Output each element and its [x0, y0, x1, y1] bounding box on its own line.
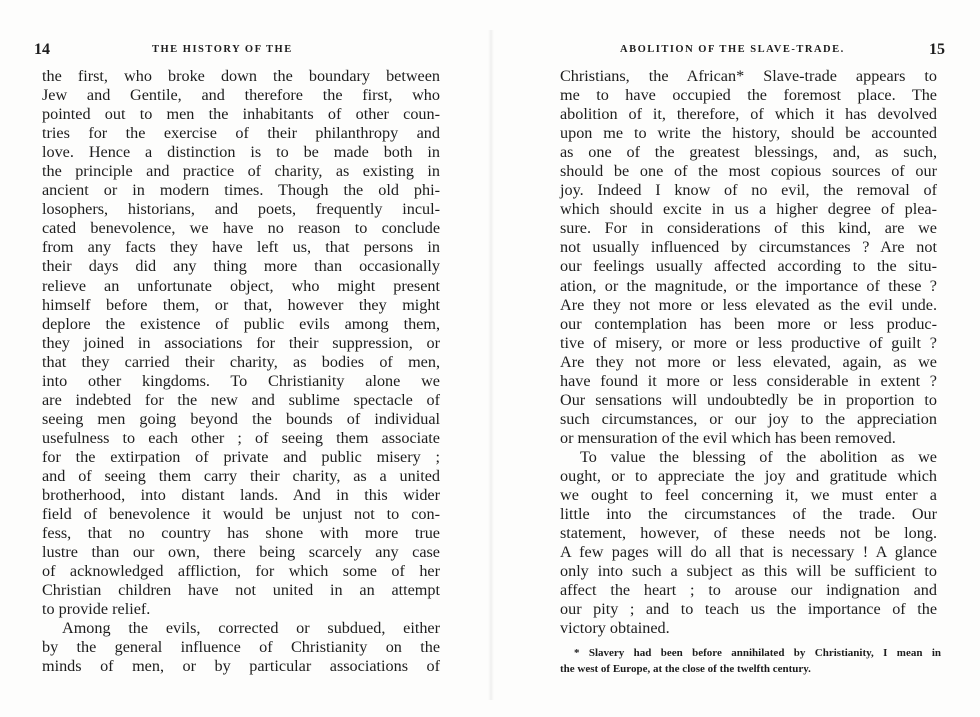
text-line: brotherhood, into distant lands. And in this wider: [42, 486, 440, 505]
text-line: our contemplation has been more or less produc-: [560, 314, 937, 333]
text-line: relieve an unfortunate object, who might present: [42, 276, 440, 295]
text-line: lustre than our own, there being scarcely any case: [42, 543, 440, 562]
text-line: upon me to write the history, should be accounted: [560, 124, 937, 143]
text-line: to provide relief.: [42, 600, 151, 619]
text-line: which should excite in us a higher degree of plea-: [560, 200, 937, 219]
right-page-body: [560, 67, 937, 638]
left-page-number: 14: [34, 41, 50, 58]
text-line: or mensuration of the evil which has been removed.: [560, 428, 896, 447]
text-line: me to have occupied the foremost place. The: [560, 86, 937, 105]
text-line: tive of misery, or more or less productive of guilt ?: [560, 333, 937, 352]
text-line: from any facts they have left us, that persons in: [42, 238, 440, 257]
footnote-line: the west of Europe, at the close of the twelfth century.: [560, 663, 811, 675]
text-line: A few pages will do all that is necessary ! A glance: [560, 543, 937, 562]
text-line: losophers, historians, and poets, frequently incul-: [42, 200, 440, 219]
text-line: and of seeing them carry their charity, as a united: [42, 466, 440, 485]
text-line: Jew and Gentile, and therefore the first, who: [42, 86, 440, 105]
text-line: ought, or to appreciate the joy and gratitude which: [560, 466, 937, 485]
text-line: that they carried their charity, as bodies of men,: [42, 352, 440, 371]
text-line: are indebted for the new and sublime spectacle of: [42, 390, 440, 409]
text-line: seeing men going beyond the bounds of individual: [42, 409, 440, 428]
right-page-number: 15: [929, 41, 945, 58]
text-line: Among the evils, corrected or subdued, either: [62, 619, 440, 638]
text-line: cated benevolence, we have no reason to conclude: [42, 219, 440, 238]
text-line: himself before them, or that, however they might: [42, 295, 440, 314]
text-line: our feelings usually affected according to the situ-: [560, 257, 937, 276]
text-line: Our sensations will undoubtedly be in proportion to: [560, 390, 937, 409]
text-line: only into such a subject as this will be sufficient to: [560, 562, 937, 581]
text-line: the first, who broke down the boundary between: [42, 67, 440, 85]
text-line: ation, or the magnitude, or the importance of these ?: [560, 276, 937, 295]
text-line: our pity ; and to teach us the importance of the: [560, 600, 937, 619]
text-line: the principle and practice of charity, as existing in: [42, 162, 440, 181]
text-line: we ought to feel concerning it, we must enter a: [560, 486, 937, 505]
left-page-body: [42, 67, 440, 677]
text-line: of acknowledged affliction, for which some of her: [42, 562, 440, 581]
left-page-header: [34, 41, 440, 61]
text-line: Are they not more or less elevated, again, as we: [560, 352, 937, 371]
text-line: field of benevolence it would be unjust not to con-: [42, 505, 440, 524]
text-line: tries for the exercise of their philanthropy and: [42, 124, 440, 143]
text-line: such circumstances, or our joy to the appreciation: [560, 409, 937, 428]
text-line: for the extirpation of private and public misery ;: [42, 447, 440, 466]
text-line: ancient or in modern times. Though the old phi-: [42, 181, 440, 200]
text-line: have found it more or less considerable in extent ?: [560, 371, 937, 390]
text-line: abolition of it, therefore, of which it has devolved: [560, 105, 937, 124]
text-line: Christians, the African* Slave-trade appears to: [560, 67, 937, 85]
text-line: Christian children have not united in an attempt: [42, 581, 440, 600]
text-line: minds of men, or by particular associations of: [42, 657, 440, 676]
text-line: by the general influence of Christianity on the: [42, 638, 440, 657]
text-line: deplore the existence of public evils among them,: [42, 314, 440, 333]
text-line: usefulness to each other ; of seeing them associate: [42, 428, 440, 447]
text-line: victory obtained.: [560, 619, 670, 638]
text-line: To value the blessing of the abolition as we: [580, 447, 937, 466]
text-line: statement, however, of these needs not be long.: [560, 524, 937, 543]
text-line: little into the circumstances of the trade. Our: [560, 505, 937, 524]
footnote-line: * Slavery had been before annihilated by Christianity, I mean in: [574, 647, 941, 659]
text-line: sure. For in considerations of this kind, are we: [560, 219, 937, 238]
page-gutter: [488, 30, 494, 700]
right-running-head: ABOLITION OF THE SLAVE-TRADE.: [620, 44, 845, 55]
text-line: joy. Indeed I know of no evil, the removal of: [560, 181, 937, 200]
text-line: should be one of the most copious sources of our: [560, 162, 937, 181]
text-line: love. Hence a distinction is to be made both in: [42, 143, 440, 162]
text-line: not usually influenced by circumstances ? Are not: [560, 238, 937, 257]
text-line: affect the heart ; to arouse our indignation and: [560, 581, 937, 600]
text-line: their days did any thing more than occasionally: [42, 257, 440, 276]
text-line: fess, that no country has shone with more true: [42, 524, 440, 543]
right-page-header: [560, 41, 945, 61]
text-line: pointed out to men the inhabitants of other coun-: [42, 105, 440, 124]
text-line: into other kingdoms. To Christianity alone we: [42, 371, 440, 390]
left-running-head: THE HISTORY OF THE: [152, 44, 293, 55]
text-line: they joined in associations for their suppression, or: [42, 333, 440, 352]
footnote: [560, 645, 941, 677]
text-line: as one of the greatest blessings, and, as such,: [560, 143, 937, 162]
text-line: Are they not more or less elevated as the evil unde.: [560, 295, 937, 314]
